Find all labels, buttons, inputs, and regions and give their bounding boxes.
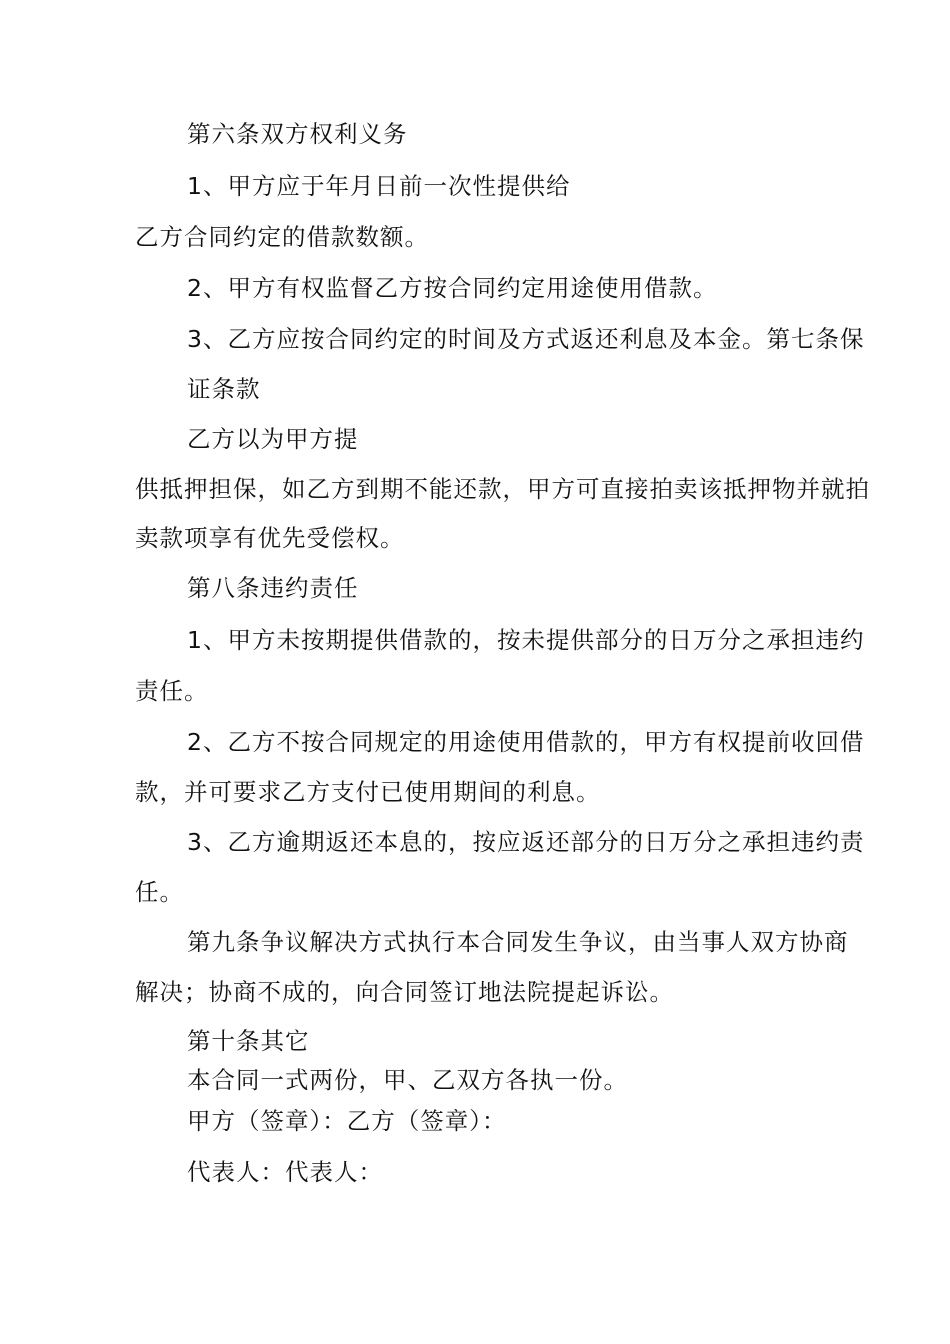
- article-9-text: 第九条争议解决方式执行本合同发生争议，由当事人双方协商: [187, 928, 849, 956]
- article-6-clause-2: 2、甲方有权监督乙方按合同约定用途使用借款。: [187, 274, 718, 302]
- article-8-heading: 第八条违约责任: [187, 574, 359, 602]
- article-7-body: 乙方以为甲方提: [187, 425, 359, 453]
- article-7-body-cont: 供抵押担保，如乙方到期不能还款，甲方可直接拍卖该抵押物并就拍: [135, 475, 870, 503]
- article-10-heading: 第十条其它: [187, 1027, 310, 1055]
- article-8-clause-2: 2、乙方不按合同规定的用途使用借款的，甲方有权提前收回借: [187, 728, 865, 756]
- article-10-text: 本合同一式两份，甲、乙双方各执一份。: [187, 1066, 628, 1094]
- representative-line: 代表人：代表人：: [187, 1158, 383, 1186]
- article-7-body-cont-2: 卖款项享有优先受偿权。: [135, 524, 405, 552]
- article-8-clause-3: 3、乙方逾期返还本息的，按应返还部分的日万分之承担违约责: [187, 828, 865, 856]
- article-8-clause-1-cont: 责任。: [135, 677, 209, 705]
- article-8-clause-2-cont: 款，并可要求乙方支付已使用期间的利息。: [135, 778, 601, 806]
- article-8-clause-3-cont: 任。: [135, 878, 184, 906]
- signature-party-line: 甲方（签章）：乙方（签章）：: [187, 1107, 507, 1135]
- article-9-text-cont: 解决；协商不成的，向合同签订地法院提起诉讼。: [135, 978, 674, 1006]
- article-6-clause-1: 1、甲方应于年月日前一次性提供给: [187, 172, 571, 200]
- article-7-heading-cont: 证条款: [187, 375, 261, 403]
- article-6-clause-1-cont: 乙方合同约定的借款数额。: [135, 223, 429, 251]
- article-6-heading: 第六条双方权利义务: [187, 120, 408, 148]
- article-8-clause-1: 1、甲方未按期提供借款的，按未提供部分的日万分之承担违约: [187, 626, 865, 654]
- article-6-clause-3: 3、乙方应按合同约定的时间及方式返还利息及本金。第七条保: [187, 325, 865, 353]
